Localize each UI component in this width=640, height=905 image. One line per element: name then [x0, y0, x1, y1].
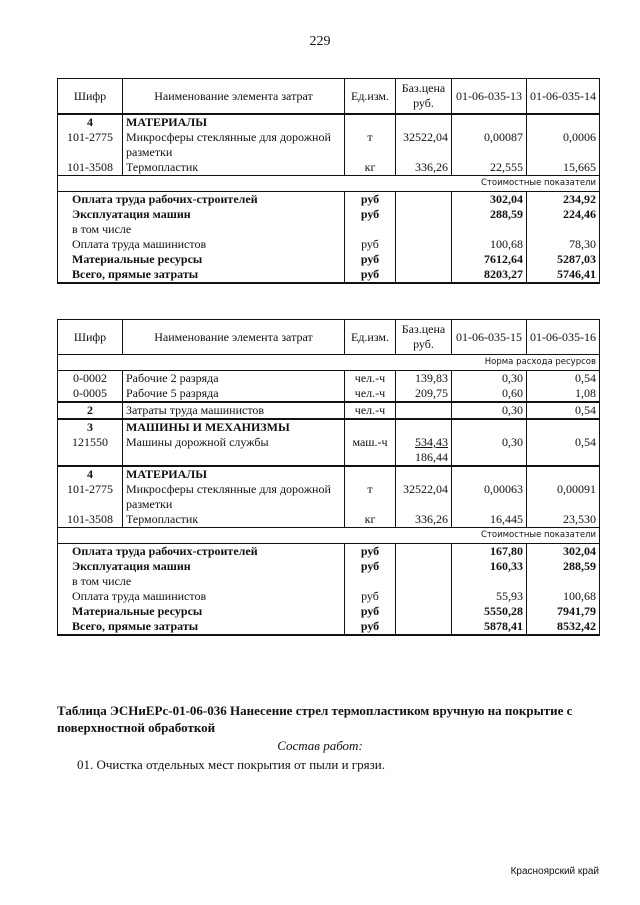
row-price: 209,75 — [396, 386, 452, 402]
machinists-value-2: 0,54 — [527, 402, 600, 419]
section-title: МАШИНЫ И МЕХАНИЗМЫ — [123, 419, 345, 435]
total-value-2: 8532,42 — [527, 619, 600, 635]
row-name: Термопластик — [123, 160, 345, 176]
row-name: Рабочие 5 разряда — [123, 386, 345, 402]
total-unit: руб — [345, 237, 396, 252]
machinists-value-1: 0,30 — [452, 402, 527, 419]
row-value-2: 15,665 — [527, 160, 600, 176]
total-value-1: 302,04 — [452, 192, 527, 208]
total-unit: руб — [345, 544, 396, 560]
row-code: 101-2775 — [58, 130, 123, 160]
cost-indicators-label: Стоимостные показатели — [58, 176, 600, 192]
header-unit: Ед.изм. — [345, 320, 396, 355]
row-price: 139,83 — [396, 371, 452, 387]
row-unit: т — [345, 130, 396, 160]
total-unit: руб — [345, 192, 396, 208]
total-unit: руб — [345, 252, 396, 267]
machinists-unit: чел.-ч — [345, 402, 396, 419]
total-value-2: 7941,79 — [527, 604, 600, 619]
total-value-2: 234,92 — [527, 192, 600, 208]
section-number: 4 — [58, 466, 123, 482]
section-number: 3 — [58, 419, 123, 435]
row-price: 534,43 — [415, 435, 448, 449]
total-value-1: 55,93 — [452, 589, 527, 604]
total-label: Оплата труда машинистов — [58, 589, 345, 604]
total-label: Всего, прямые затраты — [58, 619, 345, 635]
row-name: Микросферы стеклянные для дорожной разметки — [123, 482, 345, 512]
row-price: 32522,04 — [396, 130, 452, 160]
total-value-1: 5878,41 — [452, 619, 527, 635]
total-value-2: 5287,03 — [527, 252, 600, 267]
work-composition-title: Состав работ: — [277, 738, 363, 753]
header-unit: Ед.изм. — [345, 79, 396, 115]
row-value-2: 0,54 — [527, 371, 600, 387]
header-price: Баз.цена руб. — [396, 79, 452, 115]
total-value-2: 302,04 — [527, 544, 600, 560]
total-unit: руб — [345, 604, 396, 619]
row-code: 101-3508 — [58, 160, 123, 176]
row-value-1: 16,445 — [452, 512, 527, 528]
section-title: МАТЕРИАЛЫ — [123, 114, 345, 130]
row-code: 101-3508 — [58, 512, 123, 528]
section-number: 4 — [58, 114, 123, 130]
work-item: 01. Очистка отдельных мест покрытия от пыли и грязи. — [77, 757, 385, 772]
resource-table-2 — [57, 319, 600, 636]
total-unit: руб — [345, 207, 396, 222]
resource-table-1 — [57, 78, 600, 284]
total-label: Оплата труда машинистов — [58, 237, 345, 252]
row-name: Рабочие 2 разряда — [123, 371, 345, 387]
total-label: Материальные ресурсы — [58, 252, 345, 267]
header-col2: 01-06-035-14 — [527, 79, 600, 115]
total-label: Всего, прямые затраты — [58, 267, 345, 283]
total-value-1: 5550,28 — [452, 604, 527, 619]
row-unit: чел.-ч — [345, 371, 396, 387]
row-name: Микросферы стеклянные для дорожной разметки — [123, 130, 345, 160]
total-unit: руб — [345, 619, 396, 635]
row-unit: кг — [345, 512, 396, 528]
total-unit: руб — [345, 559, 396, 574]
total-value-1: 160,33 — [452, 559, 527, 574]
row-value-1: 0,00063 — [452, 482, 527, 512]
norm-label: Норма расхода ресурсов — [58, 355, 600, 371]
total-value-2: 78,30 — [527, 237, 600, 252]
total-label: в том числе — [58, 574, 345, 589]
total-label: Оплата труда рабочих-строителей — [58, 544, 345, 560]
region-footer: Красноярский край — [510, 866, 599, 877]
row-unit: т — [345, 482, 396, 512]
row-name: Термопластик — [123, 512, 345, 528]
total-unit: руб — [345, 267, 396, 283]
row-code: 101-2775 — [58, 482, 123, 512]
row-unit: чел.-ч — [345, 386, 396, 402]
header-col1: 01-06-035-13 — [452, 79, 527, 115]
row-value-1: 0,00087 — [452, 130, 527, 160]
row-price: 336,26 — [396, 160, 452, 176]
row-value-1: 0,30 — [452, 371, 527, 387]
row-value-1: 0,30 — [452, 435, 527, 466]
total-value-1: 167,80 — [452, 544, 527, 560]
header-col2: 01-06-035-16 — [527, 320, 600, 355]
header-code: Шифр — [58, 79, 123, 115]
machinists-code: 2 — [58, 402, 123, 419]
total-value-1: 7612,64 — [452, 252, 527, 267]
header-col1: 01-06-035-15 — [452, 320, 527, 355]
total-value-1: 8203,27 — [452, 267, 527, 283]
row-code: 0-0005 — [58, 386, 123, 402]
table-caption: Таблица ЭСНиЕРс-01-06-036 Нанесение стрел термопластиком вручную на покрытие с поверхностной обработкой — [57, 703, 573, 735]
total-value-2: 288,59 — [527, 559, 600, 574]
header-price: Баз.цена руб. — [396, 320, 452, 355]
header-name: Наименование элемента затрат — [123, 79, 345, 115]
row-value-2: 0,54 — [527, 435, 600, 466]
header-name: Наименование элемента затрат — [123, 320, 345, 355]
row-code: 121550 — [58, 435, 123, 466]
machinists-name: Затраты труда машинистов — [123, 402, 345, 419]
cost-indicators-label: Стоимостные показатели — [58, 528, 600, 544]
total-unit: руб — [345, 589, 396, 604]
total-label: Материальные ресурсы — [58, 604, 345, 619]
row-price: 336,26 — [396, 512, 452, 528]
row-value-2: 23,530 — [527, 512, 600, 528]
row-value-2: 0,00091 — [527, 482, 600, 512]
row-name: Машины дорожной службы — [123, 435, 345, 466]
row-value-1: 22,555 — [452, 160, 527, 176]
total-value-2: 5746,41 — [527, 267, 600, 283]
row-value-1: 0,60 — [452, 386, 527, 402]
total-label: Оплата труда рабочих-строителей — [58, 192, 345, 208]
total-label: в том числе — [58, 222, 345, 237]
total-label: Эксплуатация машин — [58, 559, 345, 574]
header-code: Шифр — [58, 320, 123, 355]
row-code: 0-0002 — [58, 371, 123, 387]
row-value-2: 1,08 — [527, 386, 600, 402]
total-value-1: 288,59 — [452, 207, 527, 222]
total-value-2: 224,46 — [527, 207, 600, 222]
row-value-2: 0,0006 — [527, 130, 600, 160]
row-price-2: 186,44 — [415, 450, 448, 464]
row-unit: кг — [345, 160, 396, 176]
row-unit: маш.-ч — [345, 435, 396, 466]
total-value-1: 100,68 — [452, 237, 527, 252]
section-title: МАТЕРИАЛЫ — [123, 466, 345, 482]
page-number: 229 — [309, 34, 331, 49]
total-value-2: 100,68 — [527, 589, 600, 604]
row-price: 32522,04 — [396, 482, 452, 512]
total-label: Эксплуатация машин — [58, 207, 345, 222]
